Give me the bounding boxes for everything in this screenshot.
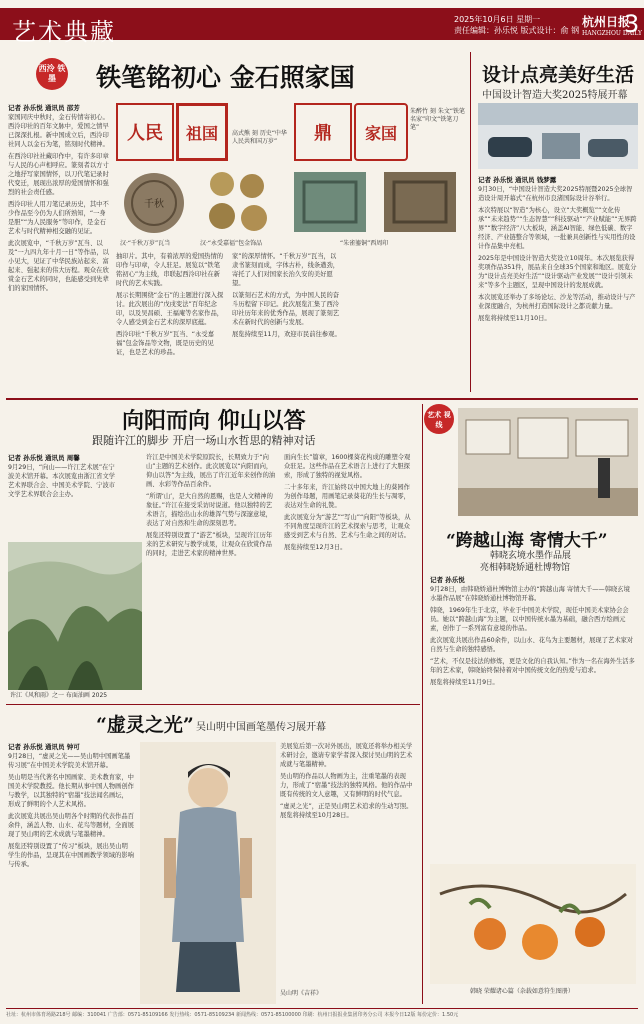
seal-caption: 朱醉竹 刻 朱文“铁笔名家”印文“铁笔刀笔” [410,108,465,131]
paragraph: 此次展览分为“游艺”“写山”“向阳”等板块，从不同角度呈现许江的艺术探索与思考，让观众感受到艺术与自然、艺术与生命之间的对话。 [284,514,411,539]
paragraph: 吴山明的作品以人物画为主，注重笔墨的表现力，形成了“宿墨”技法的独特风格。他的作品中既有传统的文人意趣，又有鲜明的时代气息。 [280,773,413,798]
feature-badge: 西泠 铁墨 [36,58,68,90]
ornament-image [198,168,276,238]
image-caption: 韩晓 荣耀诸心篇（杂载如意符生图册） [470,988,574,995]
page-number: 3 [624,10,640,38]
image-caption: 汉·“永受嘉福”包金饰品 [200,240,263,247]
article-body-col2 [146,453,278,697]
paragraph: 展览还特别设置了“传习”板块，展出吴山明学生的作品，呈现其在中国画教学领域的影响与传承。 [8,843,134,868]
gallery-photo [458,408,638,516]
subheadline: 吴山明中国画笔墨传习展开幕 [196,722,326,733]
editor-line: 责任编辑：孙乐悦 版式设计：俞 钢 [454,26,580,35]
byline: 记者 孙乐悦 [430,576,465,584]
tile-image [116,170,192,236]
paragraph: 西泠印社人用刀笔记录历史，其中不少作品至今仍为人们所熟知，“一身是胆”“为人民服务”等印作，是金石艺术与时代精神相交融的见证。 [8,201,109,235]
paper-name: 杭州日报 [582,15,631,29]
issue-date: 2025年10月6日 星期一 [454,15,541,24]
article-body-col1 [8,463,118,539]
seal-image: 鼎 [294,103,352,161]
subheadline: 亮相韩晓娇通杜博物馆 [480,563,571,573]
article-body-col1 [8,113,110,395]
article-body-col3 [232,252,342,394]
paragraph: 此次展览中，“千秋万岁”瓦当、以及“一九四九年十月一日”等作品，以小见大，见证了中华民族站起来、富起来、强起来的伟大历程。观众在欣赏金石艺术的同时，也能感受到先辈们的家国情怀。 [8,240,109,292]
paragraph: 西泠印社“千秋万岁”瓦当、“永受嘉福”包金饰品等文物，既是历史的见证，也是艺术的珍品。 [116,331,214,356]
headline-design: 设计点亮美好生活 [482,64,635,86]
subheadline: 韩晓玄境水墨作品展 [490,551,572,561]
paragraph: 展览将持续至11月9日。 [430,679,499,686]
image-caption: 吴山明《吉祥》 [280,990,323,997]
headline-xuling: “虚灵之光” [96,714,194,736]
paragraph: 9月28日，由韩晓娇通杜博物馆主办的“跨越山海 寄情大千——韩晓玄境水墨作品展”在韩晓娇通杜博物馆开幕。 [430,586,630,602]
header-meta [454,14,579,36]
paragraph: 9月30日，“中国设计智造大奖2025特展暨2025全球智造设计周开幕式”在杭州市良渚国际设计谷举行。 [478,186,633,202]
paragraph: 2025年是中国设计智造大奖设立10周年。本次展览获得奖项作品351件，展品来自全球35个国家和地区。展览分为“设计点亮美好生活”“设计驱动产业发展”“设计引领未来”等多个主题区，呈现中国设计的发展成就。 [478,255,637,289]
headline-jinshi: 铁笔铭初心 金石照家国 [96,63,355,92]
page-footer: 社址：杭州市体育场路218号 邮编：310041 广告部：0571-85109166 发行热线：0571-85109234 新闻热线：0571-85100000 印刷：杭州日报报业集团印务分公司 本报今日12版 每份定价：1.50元 [6,1012,459,1018]
paragraph: 9月28日，“虚灵之光——吴山明中国画笔墨传习展”在中国美术学院美术馆开幕。 [8,753,131,769]
paragraph: 吴山明是当代著名中国画家、美术教育家，中国美术学院教授。他长期从事中国人物画创作与教学，以其独特的“宿墨”技法闻名画坛，形成了鲜明的个人艺术风格。 [8,774,134,808]
section-title: 艺术典藏 [12,18,116,46]
paragraph: “艺术，不仅是技法的修炼，更是文化的自我认知。”作为一名在海外生活多年的艺术家，韩晓始终保持着对中国传统文化的热爱与追求。 [430,658,635,674]
subheadline: 跟随许江的脚步 开启一场山水哲思的精神对话 [92,434,316,447]
column-divider [470,52,471,392]
article-body-col2 [116,252,226,394]
paragraph: 以篆刻石艺术的方式，为中国人民的奋斗历程留下印记。此次展览汇集了西泠印社历年来的优秀作品，展现了篆刻艺术在新时代的创新与发展。 [232,292,340,326]
paragraph: 在西泠印社社藏印作中，有许多印章与人民的心声相呼应。篆刻者以方寸之地抒写家国情怀，以刀代笔记录时代变迁，展现出浓厚的爱国情怀和强烈的社会责任感。 [8,153,109,196]
seal-image: 人民 [116,103,174,161]
image-caption: “朱雀鎏铜”西周印 [340,240,389,247]
image-caption: 汉·“千秋万岁”瓦当 [120,240,171,247]
exhibition-photo [478,103,638,169]
paragraph: 抽印片。其中，有着浓厚的爱国热情的印作与印章，令人驻足。展览以“铁笔铭初心”为主线，串联起西泠印社在新时代的艺术实践。 [116,253,224,287]
paragraph: 韩晓，1969年生于北京，毕业于中国美术学院，现任中国美术家协会会员。她以“跨越山海”为主题，以中国传统水墨为基础，融合西方绘画元素，创作了一系列富有意境的作品。 [430,607,629,632]
article-body [430,585,636,859]
article-body-col3 [284,453,416,697]
paragraph: 许江是中国美术学院原院长，长期致力于“向山”主题的艺术创作。此次展览以“向阳而向，仰山以答”为主线，展出了许江近年来创作的油画、水彩等作品百余件。 [146,454,276,488]
paragraph: 面向生长”篇章，1600棵葵花构成的雕塑令观众驻足。这些作品在艺术语言上进行了大胆探索，形成了独特的视觉风格。 [284,454,411,479]
paragraph: 展览持续至11月，欢迎市民前往参观。 [232,331,341,338]
paragraph: “虚灵之光”，正是吴山明艺术追求的生动写照。展览将持续至10月28日。 [280,803,413,819]
paragraph: 此次展览共展出作品60余件，以山水、花鸟为主要题材，展现了艺术家对自然与生命的独特感悟。 [430,637,634,653]
paragraph: 家”的深厚情怀。“千秋万岁”瓦当，以隶书篆刻而成，字体古朴，线条遒劲，寄托了人们对国家长治久安的美好愿望。 [232,253,340,287]
paper-name-en: HANGZHOU DAILY [582,30,642,37]
column-divider [422,404,423,1004]
byline: 记者 孙乐悦 通讯员 钟可 [8,743,80,751]
svg-text:千秋: 千秋 [144,199,164,210]
paragraph: 本次展览还举办了多场论坛、沙龙等活动，推动设计与产业深度融合，为杭州打造国际设计之都贡献力量。 [478,294,636,310]
paragraph: 美展览后第一次对外展出，展览还将举办相关学术研讨会，邀请专家学者深入探讨吴山明的艺术成就与笔墨精神。 [280,743,413,768]
seal-caption: 高式熊 刻 历史“中华人民共和国万岁” [232,130,287,145]
headline-kuayue: “跨越山海 寄情大千” [446,531,608,551]
page-header [0,0,644,46]
byline: 记者 孙乐悦 通讯员 钱梦露 [478,176,557,184]
section-divider [6,398,638,400]
paragraph: 展览持续至12月3日。 [284,544,347,551]
paragraph: 此次展览共展出吴山明各个时期的代表作品百余件，涵盖人物、山水、花鸟等题材，全面展现了吴山明的艺术成就与笔墨精神。 [8,813,134,838]
bronze-seal-image [288,168,464,236]
paragraph: 展览将持续至11月10日。 [478,315,551,322]
paragraph: 展示长期围绕“金石”的主题进行深入探讨。此次展出的“戊戌变法”百年纪念印，以及吴昌硕、王福庵等名家作品，令人感受到金石艺术的深厚底蕴。 [116,292,224,326]
headline-xiangyang: 向阳而向 仰山以答 [122,408,306,434]
painting-image [8,542,142,690]
paragraph: 本次特展以“智造”为核心，设立“大奖概览”“文化传承”“未来趋势”“生态智慧”“科技驱动”“产业赋能”“无界跨界”“数字经济”八大板块，涵盖AI智能、绿色低碳、数字经济、产业链整合等领域，一批兼具创新性与实用性的设计作品集中亮相。 [478,207,637,250]
byline: 记者 孙乐悦 通讯员 周馨 [8,454,80,462]
section-divider [6,704,420,705]
persimmon-painting [430,864,636,984]
figure-painting [140,742,276,1004]
footer-rule [6,1008,638,1009]
feature-badge: 艺术 视线 [424,404,454,434]
seal-image: 家国 [354,103,408,161]
paragraph: 展览还特别设置了“游艺”板块，呈现许江历年来的艺术研究与教学成果，让观众在欣赏作品的同时，走进艺术家的精神世界。 [146,532,273,557]
byline: 记者 孙乐悦 通讯员 邵芳 [8,104,80,112]
paragraph: 家国同庆中秋时，金石传情寄初心。西泠印社的百年文脉中，爱国之情早已深深扎根。新中国成立后，西泠印社同人以金石为笔，铭刻时代精神。 [8,114,109,148]
article-body [478,185,638,393]
article-body-col1 [8,752,134,1006]
subheadline: 中国设计智造大奖2025特展开幕 [482,90,628,101]
article-body-col2 [280,742,418,988]
image-caption: 许江《风和雨》之一 布面油画 2025 [10,692,108,699]
paragraph: “所谓‘山’，是大自然的恩赐，也是人文精神的象征。”许江在接受采访时说道。他以独特的艺术语言，描绘出山水的雄浑气势与深邃意境，表达了对自然和生命的深刻思考。 [146,493,273,527]
paragraph: 二十多年来，许江始终以中国大地上的葵园作为创作母题，用画笔记录葵花的生长与凋零，表达对生命的礼赞。 [284,484,410,509]
paragraph: 9月29日，“向山——许江艺术展”在宁波美术馆开幕。本次展览由浙江省文学艺术界联合会、中国美术学院、宁波市文学艺术界联合会主办。 [8,464,116,498]
seal-image: 祖国 [176,103,228,161]
